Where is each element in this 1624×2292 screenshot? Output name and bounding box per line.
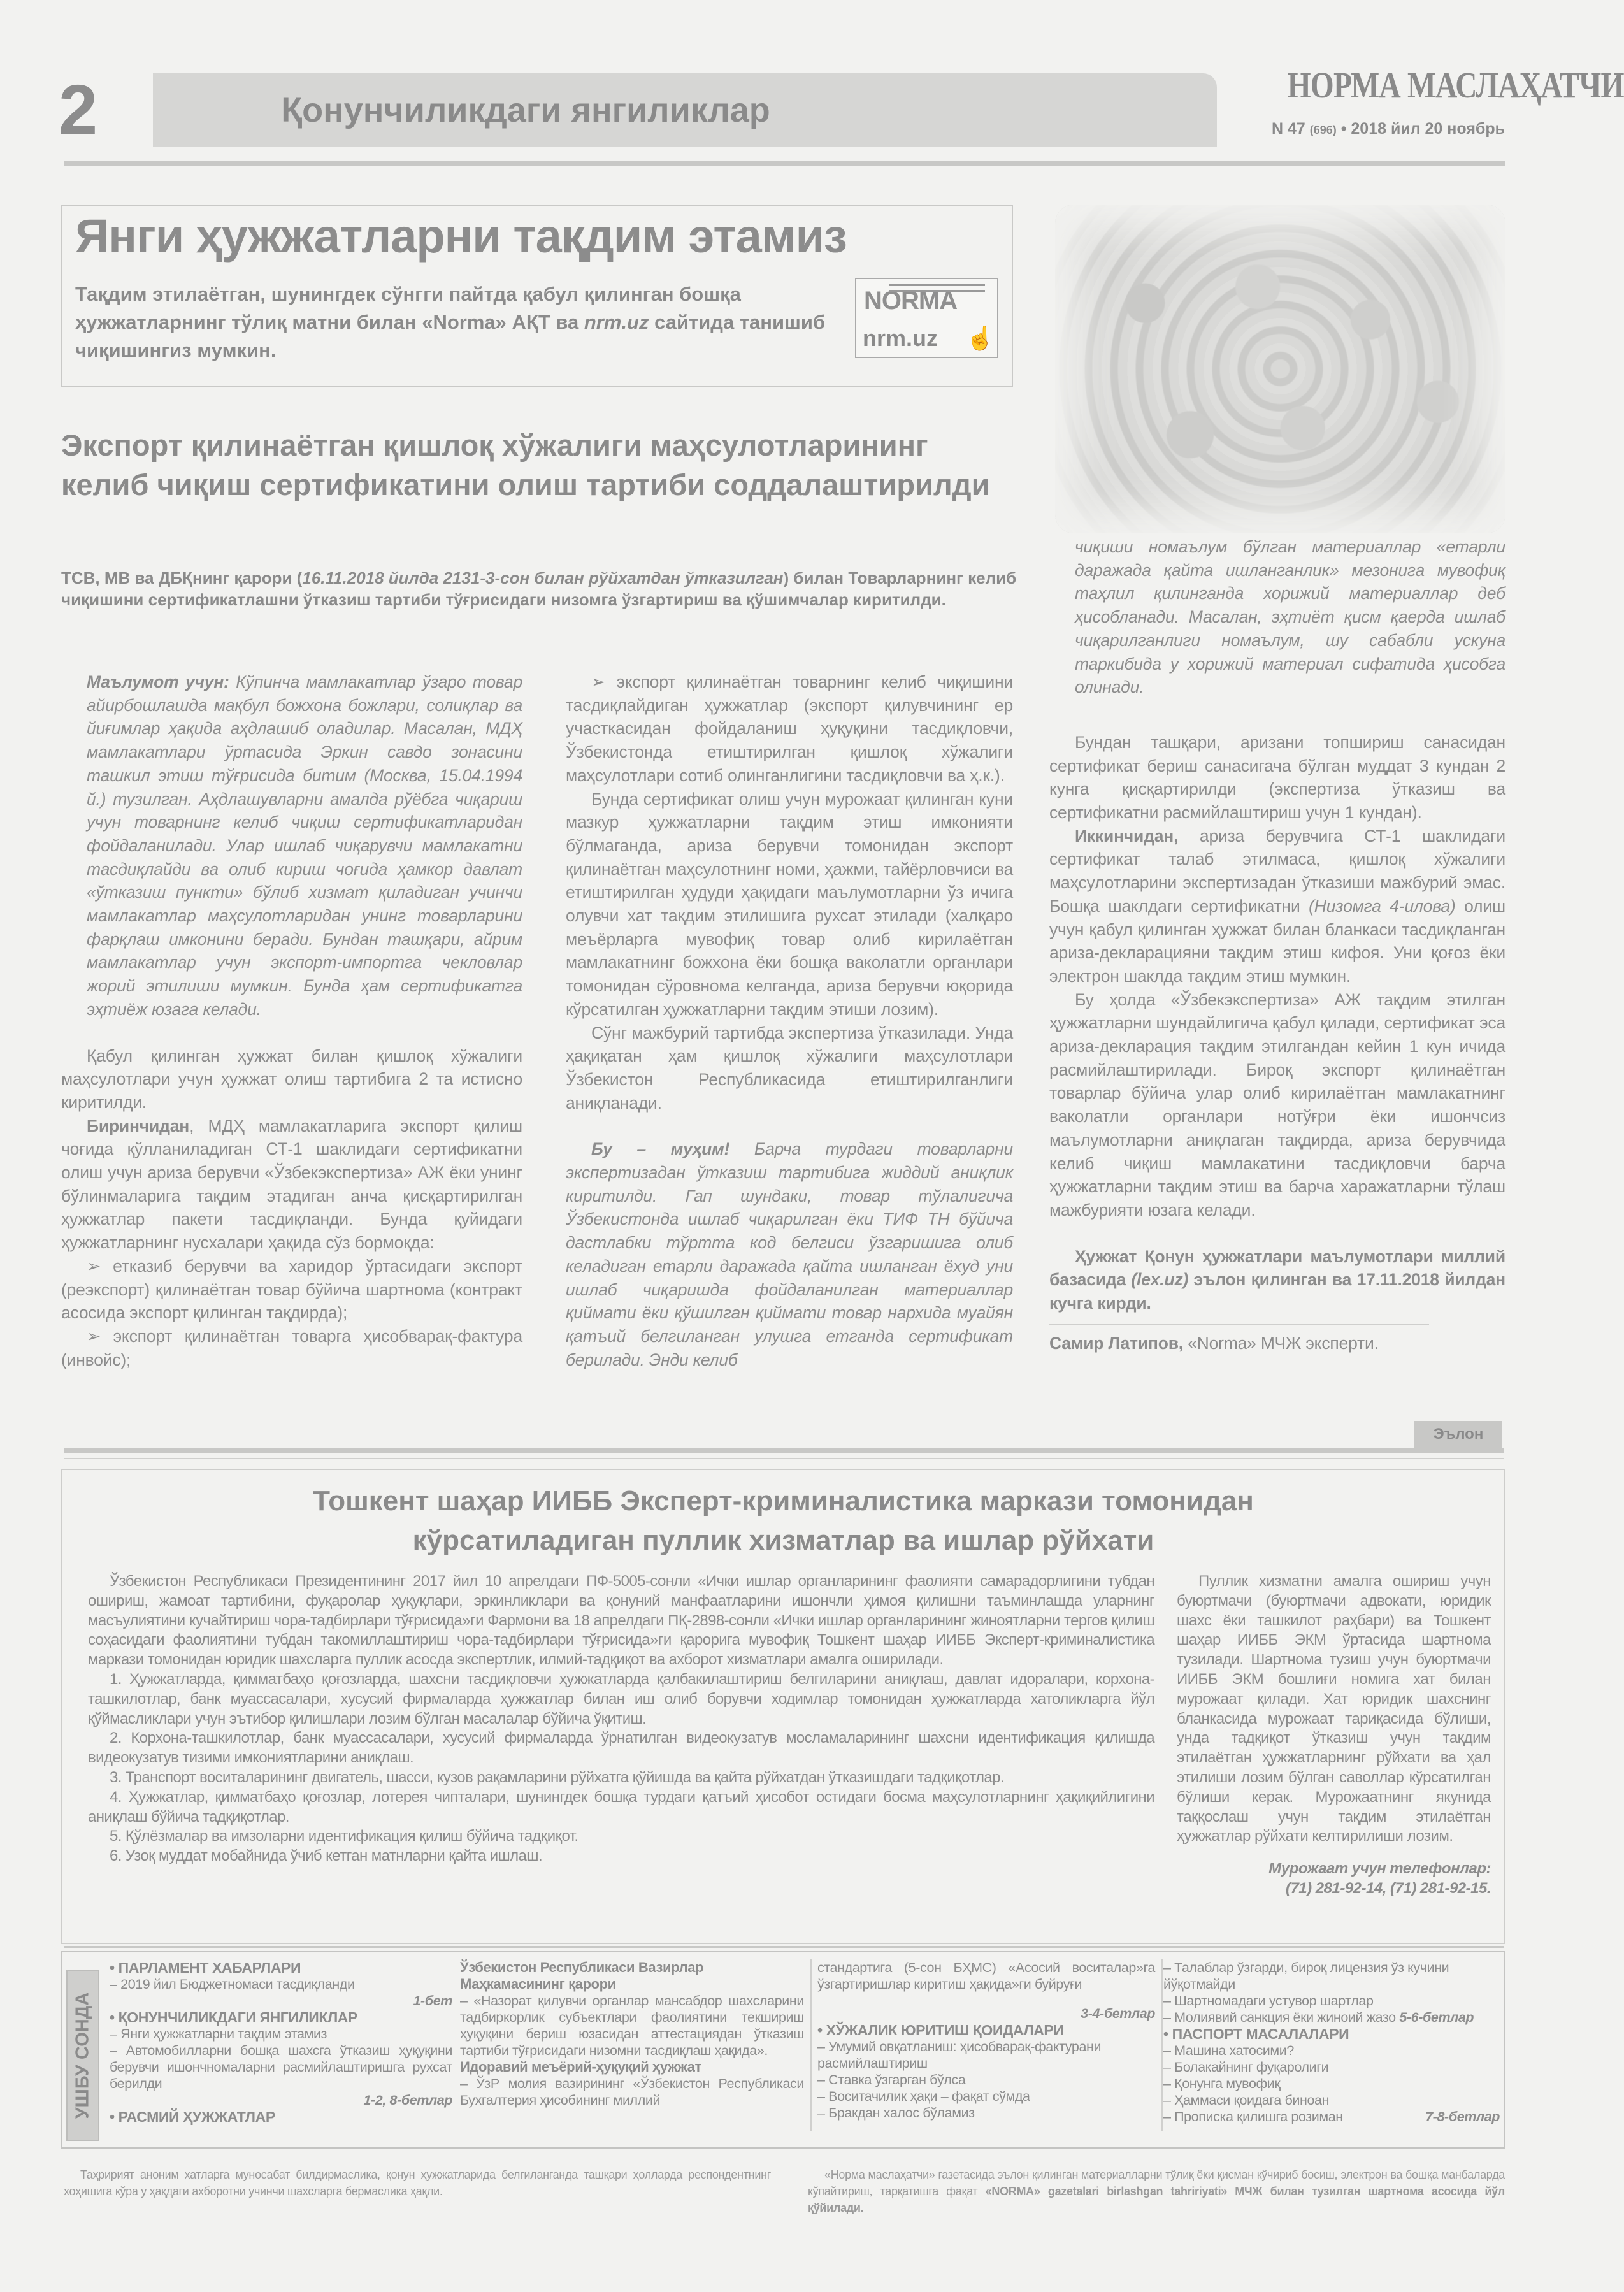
- paragraph: Сўнг мажбурий тартибда экспертиза ўтказилади. Унда ҳақиқатан ҳам қишлоқ хўжалиги маҳсулотлари Ўзбекистон Республикасида етиштирилганлиги аниқланади.: [566, 1023, 1013, 1113]
- service-item: 2. Корхона-ташкилотлар, банк муассасалари, хусусий фирмаларда ўрнатилган видеокузатув мосламаларининг шахсни идентификация қилишда видеокузатув тизими имкониятларини аниқлаш.: [88, 1729, 1154, 1767]
- index-item[interactable]: – Ҳаммаси қоидага биноан: [1163, 2093, 1330, 2108]
- index-item-row: [1163, 2108, 1500, 2125]
- norma-logo-wordmark: [864, 287, 957, 315]
- service-item: 4. Ҳужжатлар, қимматбаҳо қоғозлар, лотерея чипталари, шунингдек бошқа турдаги қатъий ҳисобот остидаги босма маҳсулотларнинг ҳақиқийлигини аниқлаш бўйича тадқиқотлар.: [88, 1788, 1154, 1826]
- footer-left-text: Таҳририят аноним хатларга муносабат билдирмаслика, қонун ҳужжатларида белгиланганда ташқари ҳолларда респондентнинг хоҳишига кўра у ҳақдаги ахборотни учинчи шахсларга бермаслика ҳақли.: [64, 2168, 771, 2198]
- info-label: Маълумот учун:: [87, 672, 229, 691]
- index-item[interactable]: стандартига (5-сон БҲМС) «Асосий воситалар»га ўзгартиришлар киритиш ҳақида»ги буйруғи: [817, 1960, 1155, 1992]
- issue-total: (696): [1309, 124, 1337, 136]
- logo-url: nrm.uz: [863, 325, 938, 351]
- author-name: Самир Латипов,: [1049, 1333, 1183, 1353]
- paragraph: Бунда сертификат олиш учун мурожаат қилинган куни мазкур ҳужжатларни тақдим этиш имконияти бўлмаганда, ариза берувчи томонидан экспорт қилинаётган маҳсулотнинг номи, ҳажми, тайёрловчиси ва етиштирилган ҳудуди ҳақидаги маълумотларни ўз ичига олувчи хат тақдим этилишига рухсат этилади (халқаро меъёрларга мувофиқ товар олиб кирилаётган мамлакатнинг божхона ёки бошқа ваколатли органлари томонидан сўровнома келганда, ариза берувчи юқорида кўрсатилган ҳужжатларни тақдим этиши лозим).: [566, 789, 1013, 1019]
- bullet-item: ➢ экспорт қилинаётган товарнинг келиб чиқишини тасдиқлайдиган ҳужжатлар (экспорт қилувчининг ер участкасидан фойдаланиш ҳуқуқини тасдиқловчи, Ўзбекистонда етиштирилган қишлоқ хўжалиги маҳсулотлари сотиб олинганлигини тасдиқловчи ва ҳ.к.).: [566, 672, 1013, 785]
- index-item[interactable]: – 2019 йил Бюджетномаси тасдиқланди: [110, 1977, 355, 1992]
- norma-logo[interactable]: [855, 278, 998, 358]
- index-column-1: [110, 1959, 452, 2125]
- index-page-ref: 5-6-бетлар: [1399, 2010, 1474, 2025]
- promo-title: Янги ҳужжатларни тақдим этамиз: [75, 210, 847, 263]
- bullet-item: ➢ етказиб берувчи ва харидор ўртасидаги экспорт (реэкспорт) қилинаётган товар бўйича шартнома (контракт асосида экспорт қилинган тақдирда);: [61, 1256, 522, 1323]
- lead-registration: 16.11.2018 йилда 2131-3-сон билан рўйхатдан ўтказилган: [302, 568, 784, 587]
- article-column-2: [566, 670, 1013, 1371]
- index-page-ref: 1-2, 8-бетлар: [363, 2093, 452, 2108]
- logo-stripes: [889, 284, 985, 292]
- index-item[interactable]: – Молиявий санкция ёки жиноий жазо: [1163, 2010, 1396, 2025]
- index-item[interactable]: – Талаблар ўзгарди, бироқ лицензия ўз кучини йўқотмайди: [1163, 1960, 1449, 1992]
- logo-text: NORMA: [864, 287, 958, 315]
- promo-text-2: сайтида танишиб чиқишингиз мумкин.: [75, 311, 826, 361]
- pointer-hand-icon: ☝: [966, 325, 995, 351]
- paragraph: Бундан ташқари, аризани топшириш санасидан сертификат бериш санасигача бўлган муддат 3 кундан 2 кунга қисқартирилди (экспертиза ўтказиш ва сертификатни расмийлаштириш учун 1 кундан).: [1049, 732, 1505, 823]
- index-item[interactable]: – Воситачилик ҳақи – фақат сўмда: [817, 2089, 1030, 2104]
- footer-publisher: «NORMA» gazetalari birlashgan tahririyati»: [985, 2185, 1227, 2198]
- announcement-rule-thin: [64, 1458, 1504, 1459]
- service-item: 6. Узоқ муддат мобайнида ўчиб кетган матнларни қайта ишлаш.: [110, 1847, 543, 1865]
- index-item[interactable]: – Болакайнинг фуқаролиги: [1163, 2059, 1329, 2075]
- section-title: Қонунчиликдаги янгиликлар: [281, 91, 770, 129]
- lead-text-1: ТСВ, МВ ва ДБҚнинг қарори (: [61, 568, 303, 587]
- index-item[interactable]: – Машина хатосими?: [1163, 2043, 1294, 2058]
- index-item[interactable]: – Прописка қилишга розиман: [1163, 2109, 1343, 2124]
- header-rule: [64, 161, 1505, 166]
- masthead: НОРМА МАСЛАҲАТЧИ: [1287, 64, 1624, 106]
- index-item[interactable]: – Умумий овқатланиш: ҳисобварақ-фактурани расмийлаштириш: [817, 2039, 1102, 2071]
- article-lead: [61, 567, 1017, 610]
- index-item-row: [1163, 2009, 1500, 2026]
- index-item[interactable]: – Шартномадаги устувор шартлар: [1163, 1993, 1374, 2008]
- announcement-body: [88, 1572, 1154, 1866]
- index-page-ref: 1-бет: [413, 1993, 452, 2008]
- index-item[interactable]: – Автомобилларни бошқа шахсга ўтказиш ҳуқуқини берувчи ишончномаларни расмийлаштиришга рухсат берилди: [110, 2043, 452, 2091]
- footer-copyright: [808, 2166, 1505, 2216]
- index-section[interactable]: • РАСМИЙ ҲУЖЖАТЛАР: [110, 2108, 275, 2125]
- lex-uz-link[interactable]: (lex.uz): [1131, 1270, 1189, 1290]
- signature-divider: [1049, 1324, 1429, 1325]
- index-subsection: Идоравий меъёрий-ҳуқуқий ҳужжат: [460, 2059, 701, 2075]
- service-item: 5. Қўлёзмалар ва имзоларни идентификация қилиш бўйича тадқиқот.: [110, 1827, 578, 1845]
- article-column-3: [1049, 535, 1505, 1355]
- announcement-tab: Эълон: [1414, 1421, 1502, 1448]
- contract-info: Пуллик хизматни амалга ошириш учун буюртмачи (буюртмачи адвокати, юридик шахс ёки ташкилот раҳбари) ва Тошкент шаҳар ИИББ ЭКМ ўртасида шартнома тузилади. Шартнома тузиш учун буюртмачи ИИББ ЭКМ бошлиғи номига хат билан мурожаат қилади. Хат юридик шахснинг бланкасида мурожаат тариқасида бўлиши, унда тадқиқот ўтказиш учун тақдим этилаётган ҳужжатларнинг рўйхати ва ҳал этилиши лозим бўлган саволлар кўрсатилган бўлиши керак. Мурожаатнинг якунида таққослаш учун тақдим этилаётган ҳужжатлар рўйхати келтирилиши лозим.: [1177, 1573, 1491, 1845]
- lead-text-2: ) билан Товарларнинг келиб чиқишини сертификатлашни ўтказиш тартиби тўғрисидаги низомга ўзгартириш ва қўшимчалар киритилди.: [61, 568, 1017, 609]
- second-label: Иккинчидан,: [1075, 826, 1179, 846]
- paragraph: [61, 1114, 522, 1255]
- issue-info: [1211, 120, 1505, 138]
- first-text: , МДҲ мамлакатларига экспорт қилиш чоғида қўлланиладиган СТ-1 шаклидаги сертификатни олиш учун ариза берувчи «Ўзбекэкспертиза» АЖ ёки унинг бўлинмаларига тақдим этадиган анча қисқартирилган ҳужжатлар пакети тасдиқланди. Бунда қуйидаги ҳужжатларнинг нусхалари ҳақида сўз бормоқда:: [61, 1116, 522, 1253]
- index-section[interactable]: • ХЎЖАЛИК ЮРИТИШ ҚОИДАЛАРИ: [817, 2022, 1064, 2038]
- announcement-rule: [64, 1448, 1504, 1453]
- promo-text-1: Тақдим этилаётган, шунингдек сўнгги пайтда қабул қилинган бошқа ҳужжатларнинг тўлиқ матни билан «Norma» АҚТ ва: [75, 283, 741, 333]
- paragraph: Бу ҳолда «Ўзбекэкспертиза» АЖ тақдим этилган ҳужжатларни шундайлигича қабул қилади, сертификат эса ариза-декларация тақдим этилгандан кейин 1 кун ичида расмийлаштирилади. Бироқ экспорт қилинаётган товарлар бўйича улар олиб кирилаётган мамлакатнинг ваколатли органлари нотўғри ёки ишончсиз маълумотларни аниқлаган тақдирда, ариза берувчида келиб чиқиш мамлакатини тасдиқловчи барча ҳужжатларни тақдим этиш ва барча харажатларни тўлаш мажбурияти юзага келади.: [1049, 990, 1505, 1220]
- author-role: «Norma» МЧЖ эксперти.: [1182, 1333, 1379, 1353]
- promo-text: [75, 280, 840, 364]
- announcement-title-line-1: Тошкент шаҳар ИИББ Эксперт-криминалистика маркази томонидан: [313, 1485, 1254, 1517]
- announcement-title-line-2: кўрсатиладиган пуллик хизматлар ва ишлар рўйхати: [412, 1525, 1154, 1556]
- announcement-sidebar: [1177, 1572, 1491, 1899]
- first-label: Биринчидан: [87, 1116, 190, 1135]
- info-text: Кўпинча мамлакатлар ўзаро товар айирбошлашда мақбул божхона божлари, солиқлар ва йиғимлар ҳақида аҳдлашиб оладилар. Масалан, МДҲ мамлакатлари ўртасида Эркин савдо зонасини ташкил этиш тўғрисида битим (Москва, 15.04.1994 й.) тузилган. Аҳдлашувларни амалда рўёбга чиқариш учун товарнинг келиб чиқиш сертификатларидан фойдаланилади. Улар ишлаб чиқарувчи мамлакатни тасдиқлайди ва олиб кириш чоғида ҳамкор давлат «ўтказиш пункти» бўлиб хизмат қиладиган учинчи мамлакатлар маҳсулотларидан унинг товарларини фарқлаш имконини беради. Бундан ташқари, айрим мамлакатлар учун экспорт-импортга чекловлар жорий этилиши мумкин. Бунда ҳам сертификатга эҳтиёж юзага келади.: [87, 672, 522, 1019]
- footer-right-text-2: МЧЖ билан тузилган шартнома асосида йўл қўйилади.: [808, 2185, 1505, 2214]
- annex-reference: (Низомга 4-илова): [1309, 896, 1456, 916]
- issue-number: N 47: [1271, 120, 1305, 138]
- in-this-issue-label: УШБУ СОНДА: [72, 1992, 93, 2119]
- phones-label: Мурожаат учун телефонлар:: [1268, 1860, 1491, 1878]
- promo-site-link[interactable]: nrm.uz: [584, 311, 649, 333]
- index-section[interactable]: • ҚОНУНЧИЛИКДАГИ ЯНГИЛИКЛАР: [110, 2009, 357, 2026]
- page-number: 2: [59, 71, 98, 149]
- index-page-ref: 3-4-бетлар: [1081, 2006, 1155, 2021]
- index-item[interactable]: – Қонунга мувофиқ: [1163, 2076, 1281, 2091]
- index-item[interactable]: – Янги ҳужжатларни тақдим этамиз: [110, 2026, 327, 2042]
- footer-right-text-1: «Норма маслаҳатчи» газетасида эълон қилинган материалларни тўлиқ ёки қисман кўчириб босиш, электрон ва бошқа манбаларда кўпайтириш, тарқатишга фақат: [808, 2168, 1505, 2198]
- second-text-1: ариза берувчига СТ-1 шаклидаги сертификат талаб этилмаса, қишлоқ хўжалиги маҳсулотларини экспертизадан ўтказиши мажбурий эмас. Бошқа шаклдаги сертификатни: [1049, 826, 1505, 916]
- index-subsection: Ўзбекистон Республикаси Вазирлар Маҳкамасининг қарори: [460, 1959, 704, 1992]
- article-headline: Экспорт қилинаётган қишлоқ хўжалиги маҳсулотларининг келиб чиқиш сертификатини олиш тартиби соддалаштирилди: [61, 428, 990, 501]
- index-column-2: [460, 1959, 812, 2131]
- index-section[interactable]: • ПАСПОРТ МАСАЛАЛАРИ: [1163, 2026, 1349, 2042]
- index-column-4: [1163, 1959, 1500, 2125]
- index-rule: [64, 1946, 1504, 1948]
- bullet-item: ➢ экспорт қилинаётган товарга ҳисобварақ-фактура (инвойс);: [61, 1326, 522, 1369]
- service-item: 1. Ҳужжатларда, қимматбаҳо қоғозларда, шахсни тасдиқловчи ҳужжатларда қалбакилаштириш белгиларини аниқлаш, давлат идоралари, корхона-ташкилотлар, банк муассасалари, хусусий фирмаларда ҳужжатлар билан иш олиб борувчи ходимлар томонидан ҳужжатларда хатоликларга йўл қўймасликлари учун эътибор қилишлари лозим бўлган масалалар бўйича ўқитиш.: [88, 1670, 1154, 1727]
- service-item: 3. Транспорт воситаларининг двигатель, шасси, кузов рақамларини рўйхатга қўйишда ва қайта рўйхатдан ўтказишдаги тадқиқотлар.: [110, 1768, 1004, 1786]
- index-item[interactable]: – Бракдан халос бўламиз: [817, 2105, 975, 2121]
- phone-numbers[interactable]: (71) 281-92-14, (71) 281-92-15.: [1285, 1879, 1491, 1897]
- announcement-intro: Ўзбекистон Республикаси Президентининг 2017 йил 10 апрелдаги ПФ-5005-сонли «Ички ишлар органларининг фаолияти самарадорлигини тубдан ошириш, жамоат тартибини, фуқаролар ҳуқуқлари, эркинликлари ва қонуний манфаатларини ишончли ҳимоя қилишни таъминлашда уларнинг масъулиятини кучайтириш чора-тадбирлари тўғрисида»ги Фармони ва 18 апрелдаги ПҚ-2898-сонли «Ички ишлар органларининг жиноятларни тергов қилиш соҳасидаги фаолиятини тубдан такомиллаштириш чора-тадбирлари тўғрисида»ги қарорига мувофиқ Тошкент шаҳар ИИББ Эксперт-криминалистика маркази томонидан юридик шахсларга пуллик асосда экспертлик, илмий-тадқиқот ва ахборот хизматлари амалга оширилади.: [88, 1573, 1154, 1669]
- announcement-title: [61, 1481, 1505, 1560]
- note-text-2: эълон қилинган ва 17.11.2018 йилдан кучга кирди.: [1049, 1270, 1505, 1313]
- index-section[interactable]: • ПАРЛАМЕНТ ХАБАРЛАРИ: [110, 1959, 301, 1976]
- paragraph: [1049, 825, 1505, 988]
- important-text: Барча турдаги товарларни экспертизадан ўтказиш тартибига жиддий аниқлик киритилди. Гап шундаки, товар тўлалигича Ўзбекистонда ишлаб чиқарилган ёки ТИФ ТН бўйича дастлабки тўртта код белгиси ўзгаришига олиб келадиган етарли даражада қайта ишланган ёхуд уни ишлаб чиқаришда фойдаланилган материаллар қиймати ёки қўшилган қиймати товар нархида муайян қатъий белгиланган улушга етганда сертификат берилади. Энди келиб: [566, 1139, 1013, 1369]
- publication-note: [1049, 1245, 1505, 1315]
- fruit-market-photo: [1055, 205, 1505, 533]
- second-text-2: олиш учун қабул қилинган ҳужжат билан бланкаси тасдиқланган ариза-декларацияни тақдим этиш кифоя. Уни қоғоз ёки электрон шаклда тақдим этиш мумкин.: [1049, 896, 1505, 986]
- in-this-issue-tab: [66, 1970, 99, 2141]
- info-note: [61, 670, 522, 1021]
- index-column-3: [817, 1959, 1163, 2131]
- footer-disclaimer: [64, 2166, 771, 2200]
- paragraph: Қабул қилинган ҳужжат билан қишлоқ хўжалиги маҳсулотлари учун ҳужжат олиш тартибига 2 та истисно киритилди.: [61, 1046, 522, 1112]
- important-note: [566, 1137, 1013, 1371]
- index-item[interactable]: – «Назорат қилувчи органлар мансабдор шахсларини тадбиркорлик субъектлари фаолиятини текшириш ҳуқуқини бериш юзасидан аттестациядан ўтказиш тартиби тўғрисидаги низомни тасдиқлаш ҳақида».: [460, 1993, 804, 2058]
- issue-date: • 2018 йил 20 ноябрь: [1340, 120, 1505, 138]
- index-item[interactable]: – ЎзР молия вазирининг «Ўзбекистон Республикаси Бухгалтерия ҳисобининг миллий: [460, 2076, 804, 2108]
- author-signature: [1049, 1332, 1505, 1355]
- important-label: Бу – муҳим!: [591, 1139, 730, 1159]
- index-item[interactable]: – Ставка ўзгарган бўлса: [817, 2072, 966, 2087]
- note-text-1: Ҳужжат Қонун ҳужжатлари маълумотлари миллий базасида: [1049, 1246, 1505, 1290]
- article-column-1: [61, 670, 522, 1371]
- index-page-ref: 7-8-бетлар: [1425, 2109, 1500, 2124]
- important-note-continued: чиқиши номаълум бўлган материаллар «етарли даражада қайта ишланганлик» мезонига мувофиқ таҳлил қилинганда хорижий материаллар деб ҳисобланади. Масалан, эҳтиёт қисм қаерда ишлаб чиқарилганлиги номаълум, шу сабабли ускуна таркибида у хорижий материал сифатида ҳисобга олинади.: [1075, 537, 1505, 697]
